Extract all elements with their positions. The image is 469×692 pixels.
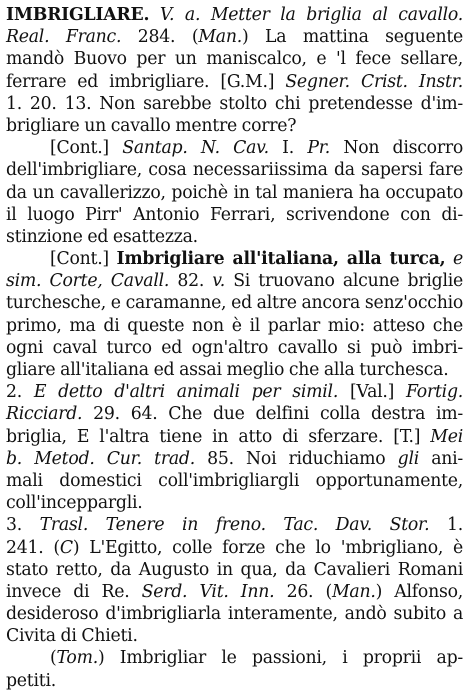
text-line	[6, 159, 463, 181]
text-run: stinzione ed esattezza.	[6, 226, 198, 247]
text-line	[6, 204, 463, 226]
text-run: coll'inceppargli.	[6, 493, 143, 514]
text-line	[6, 537, 463, 559]
text-line	[6, 26, 463, 48]
italic-text: sim. Corte, Cavall.	[6, 271, 170, 292]
italic-text: gli	[397, 448, 420, 469]
text-run: petiti.	[6, 670, 56, 691]
italic-text: Real. Franc.	[6, 27, 122, 48]
text-run: 2.	[6, 382, 34, 403]
text-line	[6, 359, 463, 381]
italic-text: e	[453, 249, 464, 270]
text-line	[6, 182, 463, 204]
text-line	[6, 381, 463, 403]
text-line	[6, 292, 463, 314]
text-run: [Cont.]	[50, 249, 117, 270]
text-run: 26. (	[274, 581, 332, 602]
text-line	[6, 581, 463, 603]
text-line	[6, 448, 463, 470]
italic-text: Serd. Vit. Inn.	[141, 581, 275, 602]
text-run: dell'imbrigliare, cosa necessariissima da sapersi fare	[6, 160, 463, 181]
italic-text: Pr.	[307, 138, 331, 159]
text-line	[6, 559, 463, 581]
italic-text: Segner. Crist. Instr.	[285, 71, 463, 92]
text-run: turchesche, e caramanne, ed altre ancora senz'occhio	[6, 293, 463, 314]
text-run: il luogo Pirr' Antonio Ferrari, scrivendone con di-	[6, 204, 463, 225]
text-run: ) La mattina seguente	[241, 27, 463, 48]
dictionary-entry-imbrigliare	[6, 4, 463, 692]
italic-text: Santap. N. Cav.	[122, 138, 269, 159]
text-run: ogni caval turco ed ogn'altro cavallo si può imbri-	[6, 337, 463, 358]
text-run: desideroso d'imbrigliarla interamente, andò subito a	[6, 604, 463, 625]
text-run: ) Alfonso,	[375, 581, 463, 602]
text-run: ferrare ed imbrigliare. [G.M.]	[6, 71, 286, 92]
text-line	[6, 625, 463, 647]
text-line	[6, 492, 463, 514]
text-run: ) Imbrigliar le passioni, i proprii ap-	[97, 648, 463, 669]
text-run: 284. (	[121, 27, 199, 48]
text-run: 241. (	[6, 537, 60, 558]
text-run: Non discorro	[330, 138, 464, 159]
italic-text: Man.	[331, 581, 376, 602]
text-run: stato retto, da Augusto in qua, da Cavalieri Romani	[6, 559, 463, 580]
text-line	[6, 93, 463, 115]
text-run: Si truovano alcune briglie	[225, 271, 463, 292]
italic-text: v.	[212, 271, 226, 292]
italic-text: C	[59, 537, 73, 558]
text-run: 82.	[169, 271, 213, 292]
italic-text: b. Metod. Cur. trad.	[6, 448, 195, 469]
text-line	[6, 315, 463, 337]
text-line	[6, 248, 463, 270]
italic-text: Fortig.	[406, 382, 464, 403]
text-run: briglia, E l'altra tiene in atto di sferzare. [T.]	[6, 426, 431, 447]
text-run: ) L'Egitto, colle forze che lo 'mbrigliano, è	[72, 537, 463, 558]
text-run: 3.	[6, 515, 40, 536]
text-run: primo, ma di queste non è il parlar mio: atteso che	[6, 315, 463, 336]
text-line	[6, 603, 463, 625]
text-run: mali domestici coll'imbrigliargli opportunamente,	[6, 470, 463, 491]
text-run: brigliare un cavallo mentre corre?	[6, 115, 297, 136]
text-line	[6, 647, 463, 669]
text-line	[6, 137, 463, 159]
text-run	[445, 249, 453, 269]
text-run: da un cavallerizzo, poichè in tal maniera ha occupato	[6, 182, 463, 203]
text-run: gliare all'italiana ed assai meglio che alla turchesca.	[6, 360, 449, 380]
text-line	[6, 426, 463, 448]
text-run: 1. 20. 13. Non sarebbe stolto chi pretendesse d'im-	[6, 93, 463, 114]
italic-text: Tom.	[56, 648, 98, 669]
text-line	[6, 115, 463, 137]
text-run	[149, 5, 160, 25]
text-line	[6, 514, 463, 536]
headword: Imbrigliare all'italiana, alla turca,	[116, 249, 446, 270]
text-run: Civita di Chieti.	[6, 626, 138, 647]
text-line	[6, 670, 463, 692]
text-run: invece di Re.	[6, 581, 142, 602]
text-run: 85. Noi riduchiamo	[194, 448, 398, 469]
text-line	[6, 270, 463, 292]
text-line	[6, 226, 463, 248]
text-run: 1.	[429, 515, 463, 536]
italic-text: E detto d'altri animali per simil.	[33, 382, 339, 403]
text-line	[6, 4, 463, 26]
italic-text: Trasl. Tenere in freno. Tac. Dav. Stor.	[39, 515, 430, 536]
text-run: mandò Buovo per un maniscalco, e 'l fece sellare,	[6, 49, 463, 70]
text-line	[6, 48, 463, 70]
text-run: [Cont.]	[50, 138, 123, 159]
text-line	[6, 337, 463, 359]
text-run: I.	[268, 138, 308, 159]
headword: IMBRIGLIARE.	[6, 5, 150, 25]
italic-text: Man.	[198, 27, 242, 48]
text-line	[6, 71, 463, 93]
italic-text: Mei	[430, 426, 463, 447]
text-run: [Val.]	[338, 382, 407, 403]
italic-text: Ricciard.	[6, 404, 83, 425]
text-line	[6, 470, 463, 492]
text-run: 29. 64. Che due delfini colla destra im-	[82, 404, 463, 425]
text-run: (	[50, 648, 57, 669]
text-line	[6, 403, 463, 425]
italic-text: V. a. Metter la briglia al cavallo.	[159, 5, 463, 25]
text-run: ani-	[419, 448, 463, 469]
